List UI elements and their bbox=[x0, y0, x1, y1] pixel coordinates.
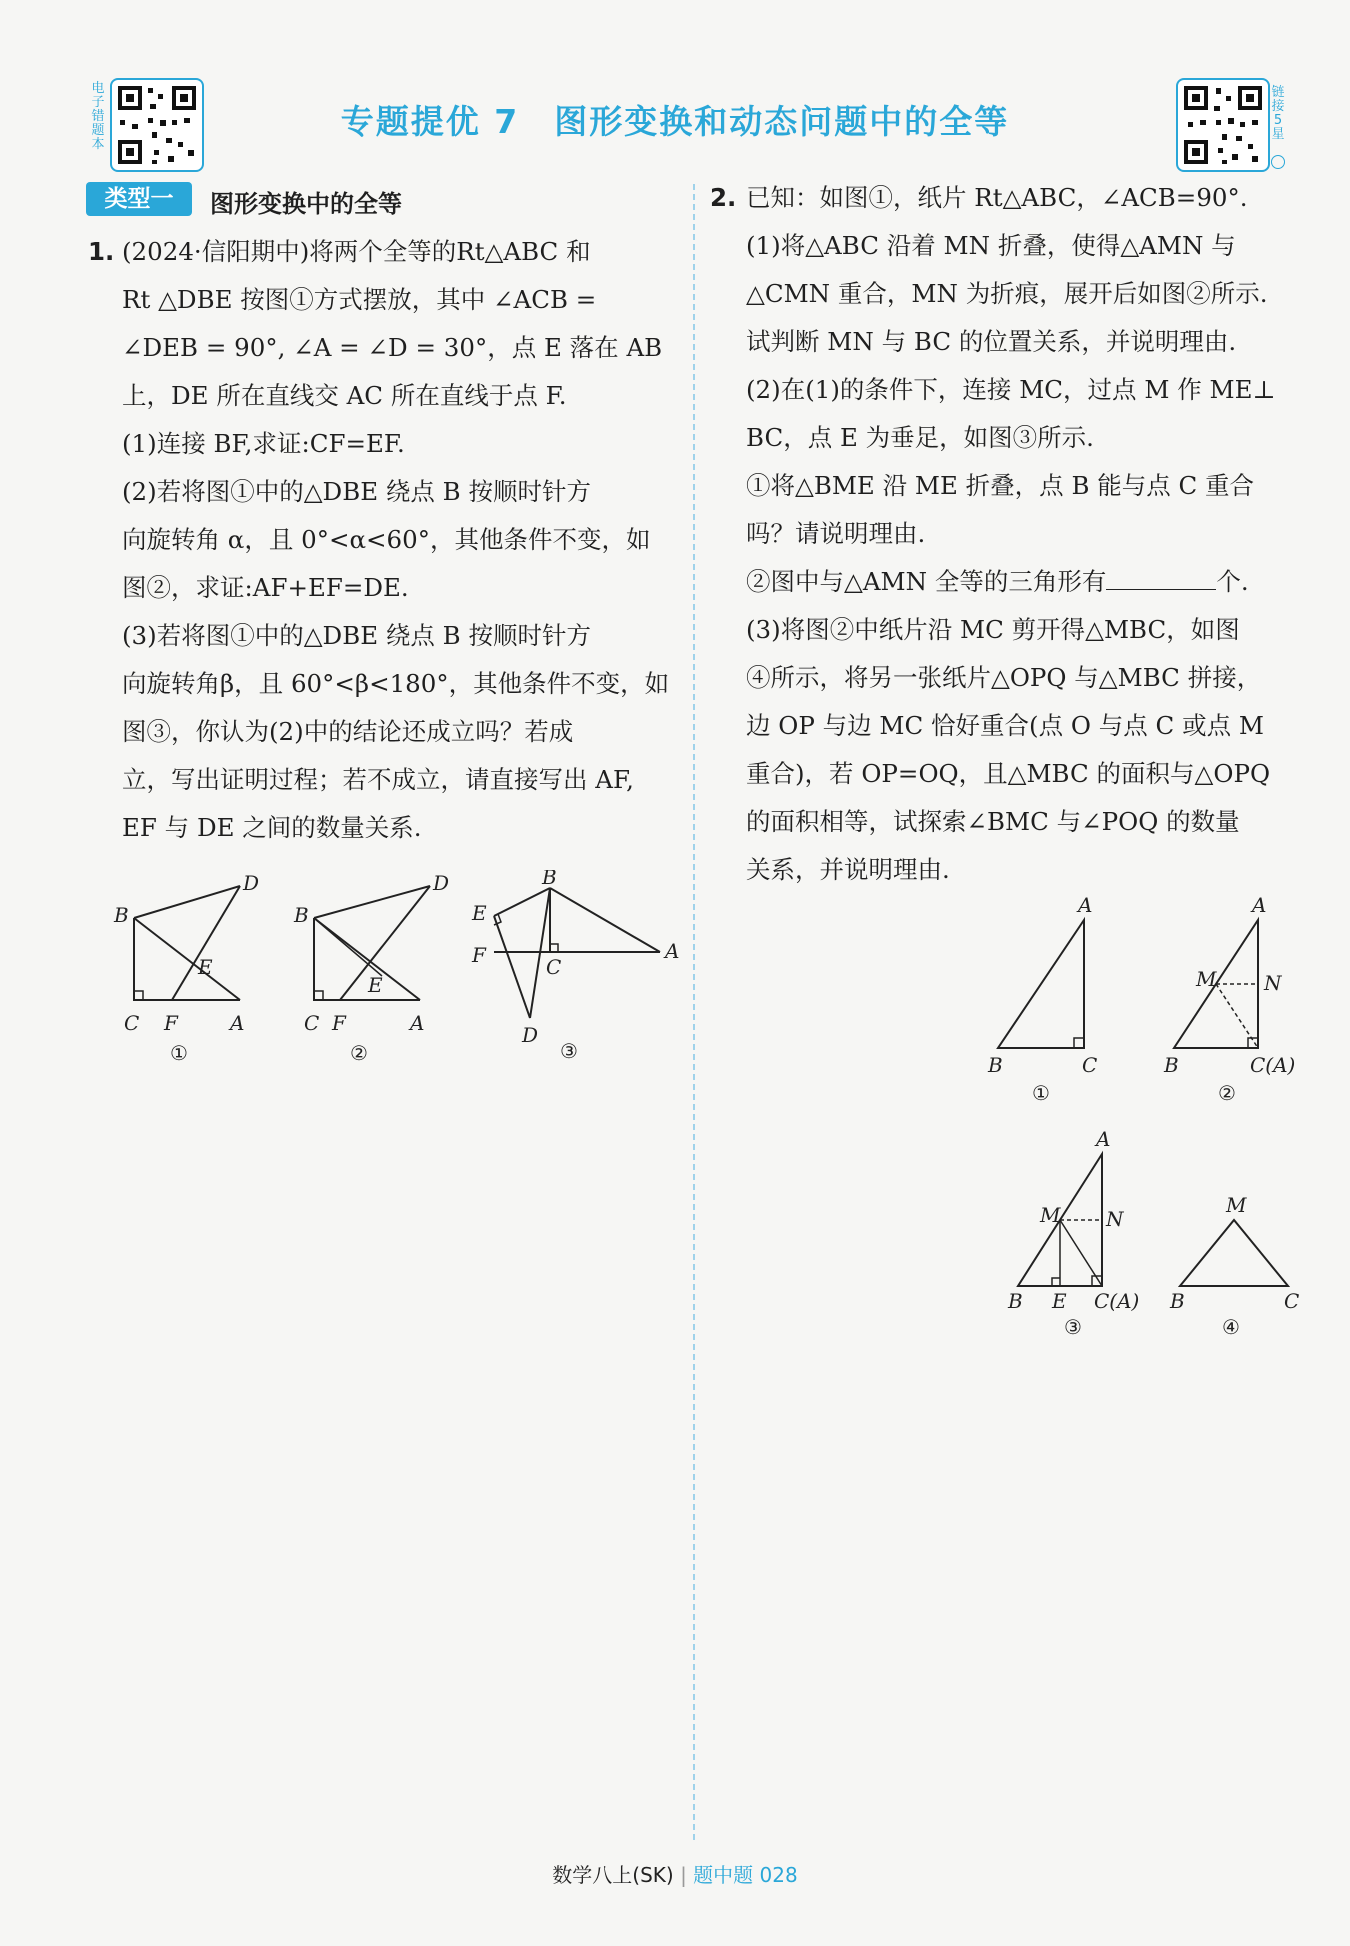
q2-line: (2)在(1)的条件下，连接 MC，过点 M 作 ME⊥ bbox=[746, 375, 1276, 404]
q1-line: ∠DEB = 90°, ∠A = ∠D = 30°，点 E 落在 AB bbox=[122, 333, 663, 362]
q2-line: ②图中与△AMN 全等的三角形有 bbox=[746, 567, 1107, 596]
q2-line: ①将△BME 沿 ME 折叠，点 B 能与点 C 重合 bbox=[746, 471, 1255, 500]
right-qr-code[interactable] bbox=[1176, 78, 1270, 172]
q2-line: △CMN 重合，MN 为折痕，展开后如图②所示. bbox=[746, 279, 1268, 308]
q2-figure-3 bbox=[1007, 1127, 1139, 1339]
label-B: B bbox=[988, 1053, 1003, 1077]
label-E: E bbox=[198, 955, 213, 979]
label-B: B bbox=[1008, 1289, 1023, 1313]
q1-line: (2024·信阳期中)将两个全等的Rt△ABC 和 bbox=[122, 237, 591, 266]
label-A: A bbox=[230, 1011, 245, 1035]
q2-line: 试判断 MN 与 BC 的位置关系，并说明理由. bbox=[746, 327, 1237, 356]
q1-number: 1. bbox=[88, 237, 115, 266]
right-qr-label: 链接5星 bbox=[1271, 85, 1285, 142]
label-A: A bbox=[665, 939, 680, 963]
caption-1: ① bbox=[1032, 1081, 1050, 1105]
q1-line: 向旋转角 α，且 0°<α<60°，其他条件不变，如 bbox=[122, 525, 651, 554]
footer-book: 数学八上(SK) bbox=[552, 1863, 674, 1887]
caption-2: ② bbox=[350, 1041, 368, 1065]
label-M: M bbox=[1196, 967, 1217, 991]
q2-line-with-blank bbox=[746, 558, 1276, 606]
q2-line: 已知：如图①，纸片 Rt△ABC，∠ACB=90°. bbox=[746, 183, 1248, 212]
section-title: 图形变换中的全等 bbox=[210, 190, 402, 218]
label-E: E bbox=[368, 973, 383, 997]
label-C: C bbox=[124, 1011, 140, 1035]
q1-line: (2)若将图①中的△DBE 绕点 B 按顺时针方 bbox=[122, 477, 591, 506]
q1-line: (1)连接 BF,求证:CF=EF. bbox=[122, 429, 405, 458]
label-A: A bbox=[410, 1011, 425, 1035]
q1-line: 上，DE 所在直线交 AC 所在直线于点 F. bbox=[122, 381, 567, 410]
blank-suffix: 个. bbox=[1216, 567, 1249, 596]
caption-3: ③ bbox=[1064, 1315, 1082, 1339]
label-D: D bbox=[522, 1023, 539, 1047]
label-N: N bbox=[1264, 971, 1282, 995]
label-E: E bbox=[472, 901, 487, 925]
q1-figure-2 bbox=[293, 871, 449, 1065]
label-C: C bbox=[304, 1011, 320, 1035]
label-B: B bbox=[1164, 1053, 1179, 1077]
q1-line: EF 与 DE 之间的数量关系. bbox=[122, 813, 422, 842]
q2-line: 边 OP 与边 MC 恰好重合(点 O 与点 C 或点 M bbox=[746, 711, 1264, 740]
label-F: F bbox=[164, 1011, 178, 1035]
label-B: B bbox=[294, 903, 309, 927]
q2-line: BC，点 E 为垂足，如图③所示. bbox=[746, 423, 1094, 452]
q2-line: 吗？请说明理由. bbox=[746, 519, 926, 548]
q2-line: (3)将图②中纸片沿 MC 剪开得△MBC，如图 bbox=[746, 615, 1240, 644]
column-divider bbox=[693, 184, 695, 1840]
caption-3: ③ bbox=[560, 1039, 578, 1063]
label-B: B bbox=[114, 903, 129, 927]
q1-line: Rt △DBE 按图①方式摆放，其中 ∠ACB = bbox=[122, 285, 597, 314]
label-C: C bbox=[546, 955, 562, 979]
caption-2: ② bbox=[1218, 1081, 1236, 1105]
footer-page-number: 028 bbox=[759, 1863, 798, 1887]
left-qr-label: 电子错题本 bbox=[91, 81, 105, 152]
q1-figures bbox=[100, 870, 680, 1070]
label-C: C bbox=[1082, 1053, 1098, 1077]
label-E: E bbox=[1052, 1289, 1067, 1313]
q1-line: 向旋转角β，且 60°<β<180°，其他条件不变，如 bbox=[122, 669, 670, 698]
label-B: B bbox=[542, 870, 557, 889]
label-A: A bbox=[1078, 893, 1093, 917]
q2-line: 关系，并说明理由. bbox=[746, 855, 950, 884]
q2-number: 2. bbox=[710, 183, 737, 212]
q1-line: (3)若将图①中的△DBE 绕点 B 按顺时针方 bbox=[122, 621, 591, 650]
q1-line: 立，写出证明过程；若不成立，请直接写出 AF, bbox=[122, 765, 634, 794]
page-title: 专题提优 7 图形变换和动态问题中的全等 bbox=[340, 102, 1010, 141]
q1-body bbox=[122, 276, 669, 852]
label-F: F bbox=[332, 1011, 346, 1035]
q2-figure-1 bbox=[987, 893, 1097, 1105]
footer-series: 题中题 bbox=[693, 1863, 754, 1887]
section-tag: 类型一 bbox=[86, 182, 192, 216]
play-icon bbox=[1271, 155, 1285, 169]
label-M: M bbox=[1040, 1203, 1061, 1227]
q2-figure-2 bbox=[1163, 893, 1295, 1105]
answer-blank[interactable] bbox=[1106, 569, 1216, 590]
q2-line: 重合)，若 OP=OQ，且△MBC 的面积与△OPQ bbox=[746, 759, 1271, 788]
label-C-A: C(A) bbox=[1094, 1289, 1140, 1313]
label-M: M bbox=[1226, 1193, 1247, 1217]
q2-figures bbox=[960, 890, 1320, 1350]
label-N: N bbox=[1106, 1207, 1124, 1231]
label-A: A bbox=[1096, 1127, 1111, 1151]
label-B: B bbox=[1170, 1289, 1185, 1313]
label-D: D bbox=[433, 871, 450, 895]
q2-line: 的面积相等，试探索∠BMC 与∠POQ 的数量 bbox=[746, 807, 1240, 836]
caption-4: ④ bbox=[1222, 1315, 1240, 1339]
caption-1: ① bbox=[170, 1041, 188, 1065]
qr-code-icon bbox=[1178, 80, 1268, 170]
q2-figure-4 bbox=[1169, 1193, 1299, 1339]
q1-line: 图②，求证:AF+EF=DE. bbox=[122, 573, 409, 602]
q2-body bbox=[746, 174, 1276, 894]
label-D: D bbox=[243, 871, 260, 895]
label-C: C bbox=[1284, 1289, 1300, 1313]
page-footer: 数学八上(SK) | 题中题 028 bbox=[552, 1863, 798, 1887]
q1-text bbox=[122, 228, 591, 276]
q1-line: 图③，你认为(2)中的结论还成立吗？若成 bbox=[122, 717, 574, 746]
q1-figure-1 bbox=[113, 871, 259, 1065]
q1-figure-3 bbox=[471, 870, 679, 1063]
label-C-A: C(A) bbox=[1250, 1053, 1296, 1077]
label-A: A bbox=[1252, 893, 1267, 917]
q2-line: ④所示，将另一张纸片△OPQ 与△MBC 拼接， bbox=[746, 663, 1262, 692]
q2-line: (1)将△ABC 沿着 MN 折叠，使得△AMN 与 bbox=[746, 231, 1236, 260]
label-F: F bbox=[472, 943, 486, 967]
